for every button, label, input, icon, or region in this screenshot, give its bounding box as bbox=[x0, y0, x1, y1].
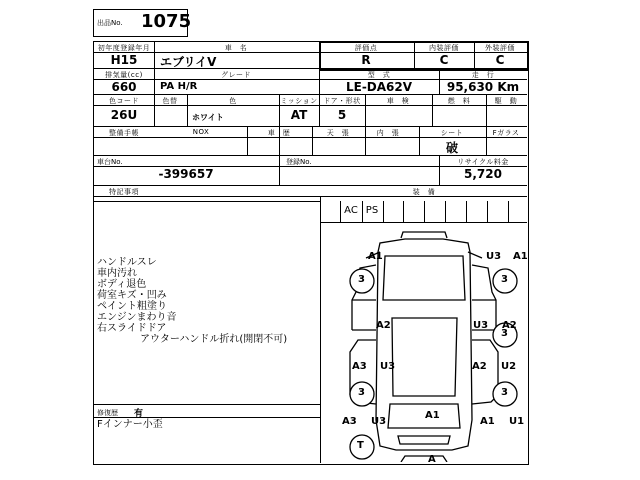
drive-label: 駆 動 bbox=[494, 97, 518, 105]
nox-label: NOX bbox=[192, 128, 210, 136]
damage-code: U3 bbox=[473, 320, 489, 331]
damage-code: A2 bbox=[472, 361, 487, 372]
remark-line: 車内汚れ bbox=[97, 268, 137, 279]
score-label: 評価点 bbox=[354, 44, 378, 52]
damage-code: A1 bbox=[425, 410, 440, 421]
damage-code: A1 bbox=[513, 251, 528, 262]
damage-code: A2 bbox=[502, 320, 517, 331]
body-outline bbox=[376, 239, 472, 450]
doors-value: 5 bbox=[337, 108, 347, 122]
exterior-label: 外装評価 bbox=[485, 44, 515, 52]
damage-circle-value: 3 bbox=[501, 387, 508, 398]
reg-no-label: 登録No. bbox=[286, 158, 312, 166]
maintenance-label: 整備手帳 bbox=[109, 129, 139, 137]
sunroof-label: 天 張 bbox=[326, 129, 350, 137]
recycle-value: 5,720 bbox=[464, 167, 502, 181]
body-outline bbox=[366, 252, 482, 258]
body-outline bbox=[388, 404, 460, 428]
color-value: ホワイト bbox=[192, 113, 224, 122]
repair-history-label: 修復歴 bbox=[97, 409, 118, 417]
body-outline bbox=[398, 436, 450, 444]
displacement-value: 660 bbox=[111, 80, 137, 94]
damage-code: U3 bbox=[371, 416, 387, 427]
fuel-label: 燃 料 bbox=[447, 97, 471, 105]
damage-circle-value: 3 bbox=[501, 328, 508, 339]
interior-label: 内装評価 bbox=[429, 44, 459, 52]
displacement-label: 排気量(cc) bbox=[105, 71, 143, 79]
interior-trim-label: 内 張 bbox=[376, 129, 400, 137]
score-value: R bbox=[361, 53, 371, 67]
seat-value: 破 bbox=[445, 141, 459, 155]
grade-value: PA H/R bbox=[160, 81, 198, 92]
damage-code: A1 bbox=[480, 416, 495, 427]
damage-code: U3 bbox=[380, 361, 396, 372]
car-name-value: エブリイV bbox=[160, 55, 217, 69]
glass-label: Fガラス bbox=[492, 129, 520, 137]
mileage-value: 95,630 Km bbox=[446, 80, 520, 94]
color-code-value: 26U bbox=[110, 108, 138, 122]
remark-line: 右スライドドア bbox=[97, 323, 167, 334]
damage-rear-t: T bbox=[357, 440, 364, 451]
damage-circle-value: 3 bbox=[358, 274, 365, 285]
lot-label: 出品No. bbox=[97, 19, 123, 27]
chassis-label: 車台No. bbox=[97, 158, 123, 166]
car-name-label: 車 名 bbox=[224, 44, 248, 52]
exterior-value: C bbox=[495, 53, 505, 67]
damage-code: U2 bbox=[501, 361, 517, 372]
body-outline bbox=[392, 318, 457, 396]
damage-code: A3 bbox=[352, 361, 367, 372]
repair-note: Fインナー小歪 bbox=[97, 419, 163, 430]
model-value: LE-DA62V bbox=[345, 80, 413, 94]
inspection-label: 車 検 bbox=[386, 97, 410, 105]
remark-line: ペイント粗塗り bbox=[97, 301, 167, 312]
remark-line: ボディ退色 bbox=[97, 279, 147, 290]
recycle-label: リサイクル料金 bbox=[457, 158, 509, 166]
color-code-label: 色コード bbox=[109, 97, 139, 105]
chassis-value: -399657 bbox=[158, 167, 214, 181]
body-outline bbox=[401, 456, 447, 462]
remark-line: エンジンまわり音 bbox=[97, 312, 177, 323]
damage-circle-value: 3 bbox=[358, 387, 365, 398]
remarks-label: 特記事項 bbox=[109, 188, 139, 196]
model-label: 型 式 bbox=[367, 71, 391, 79]
doors-label: ドア・形状 bbox=[323, 97, 361, 105]
mileage-label: 走 行 bbox=[471, 71, 495, 79]
lot-number: 1075 bbox=[141, 11, 192, 32]
equipment-ac: AC bbox=[344, 205, 358, 216]
damage-code: U1 bbox=[509, 416, 525, 427]
color-label: 色 bbox=[229, 97, 237, 105]
color-group-label: 色替 bbox=[162, 97, 178, 105]
remark-sub-line: アウターハンドル折れ(開閉不可) bbox=[140, 334, 288, 345]
transmission-value: AT bbox=[290, 108, 308, 122]
damage-code: A1 bbox=[368, 251, 383, 262]
damage-code: A bbox=[428, 454, 436, 465]
damage-circle-value: 3 bbox=[501, 274, 508, 285]
damage-code: U3 bbox=[486, 251, 502, 262]
repair-history-value: 有 bbox=[134, 409, 144, 419]
seat-label: シート bbox=[440, 129, 464, 137]
history-label: 車 歴 bbox=[267, 129, 291, 137]
grade-label: グレード bbox=[221, 71, 251, 79]
damage-code: A3 bbox=[342, 416, 357, 427]
year-value: H15 bbox=[110, 53, 138, 67]
body-outline bbox=[401, 232, 447, 238]
damage-code: A2 bbox=[376, 320, 391, 331]
remark-line: 荷室キズ・凹み bbox=[97, 290, 167, 301]
equipment-ps: PS bbox=[365, 205, 379, 216]
first-reg-label: 初年度登録年月 bbox=[97, 44, 151, 52]
body-outline bbox=[383, 256, 465, 300]
transmission-label: ミッション bbox=[280, 97, 318, 105]
equipment-label: 装 備 bbox=[412, 188, 436, 196]
interior-value: C bbox=[439, 53, 449, 67]
remark-line: ハンドルスレ bbox=[97, 257, 157, 268]
